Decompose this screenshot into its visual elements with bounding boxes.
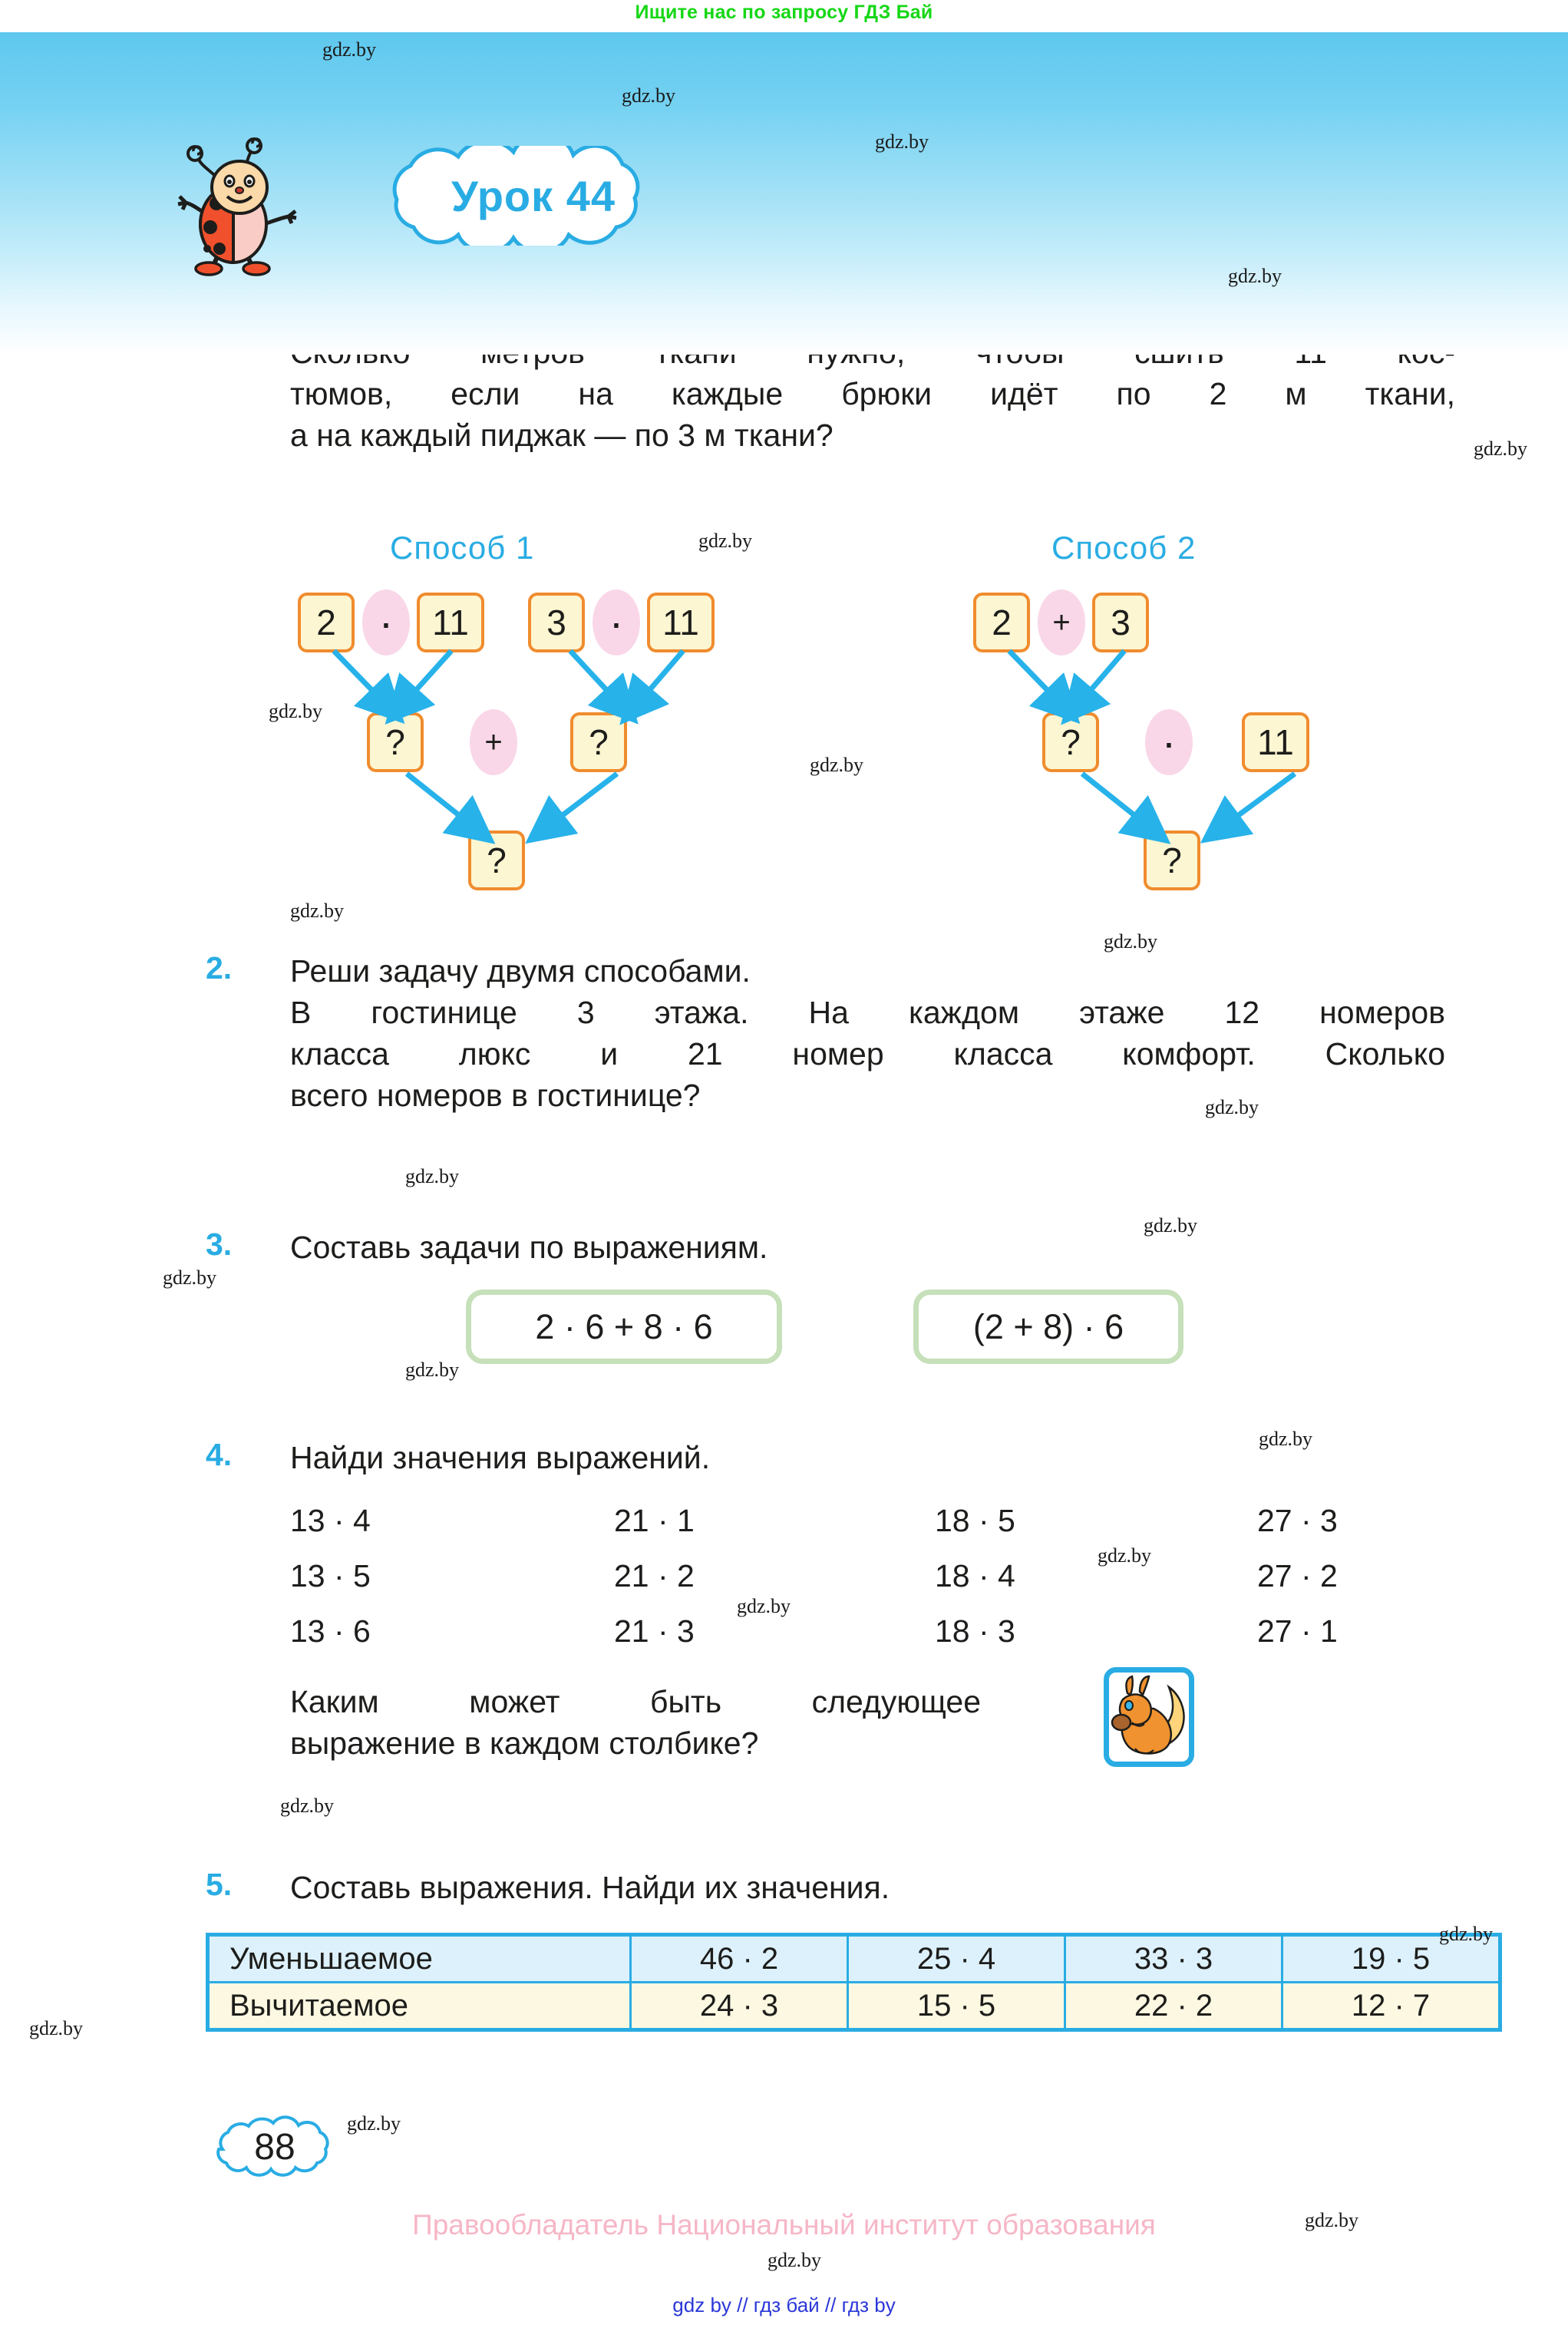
table-cell: 33 · 3	[1065, 1935, 1282, 1983]
method-1-cell-b2: 11	[647, 593, 715, 652]
task-4-expr-c1-r1: 13 · 4	[290, 1503, 371, 1538]
watermark: gdz.by	[405, 1165, 460, 1187]
task-3-expression-2: (2 + 8) · 6	[913, 1290, 1183, 1364]
task-4-number: 4.	[206, 1437, 233, 1472]
task-2-line-1: Реши задачу двумя способами.	[290, 953, 751, 989]
task-4-question-line-1: Каким может быть следующее	[290, 1684, 981, 1719]
watermark: gdz.by	[810, 754, 864, 776]
table-row	[208, 1983, 1500, 2030]
watermark: gdz.by	[767, 2249, 822, 2271]
watermark: gdz.by	[1144, 1214, 1198, 1237]
task-2-text	[290, 950, 1457, 1116]
task-4-question-line-2: выражение в каждом столбике?	[290, 1725, 759, 1762]
method-2-op-plus: +	[1038, 589, 1085, 655]
table-cell: 25 · 4	[848, 1935, 1065, 1983]
promo-bar	[0, 0, 1568, 32]
watermark: gdz.by	[737, 1595, 791, 1617]
footer-links: gdz by // гдз бай // гдз by	[672, 2293, 896, 2317]
method-2-title: Способ 2	[1051, 530, 1197, 566]
task-2-line-4: всего номеров в гостинице?	[290, 1078, 701, 1114]
method-2-cell-a: 2	[973, 593, 1030, 652]
task-1-line-3: тюмов, если на каждые брюки идёт по 2 м ткани,	[290, 376, 1455, 412]
task-5-line-1: Составь выражения. Найди их значения.	[290, 1870, 890, 1905]
table-cell: 22 · 2	[1065, 1983, 1282, 2030]
task-4-expr-c1-r2: 13 · 5	[290, 1558, 371, 1593]
lesson-title-text: Урок 44	[451, 171, 616, 220]
task-5-number: 5.	[206, 1867, 233, 1902]
page-number-cloud	[206, 2105, 344, 2189]
page-number-text: 88	[254, 2126, 295, 2168]
task-4-expr-c2-r3: 21 · 3	[614, 1613, 695, 1649]
method-2-total: ?	[1144, 831, 1200, 890]
watermark: gdz.by	[1259, 1428, 1313, 1450]
method-1-title: Способ 1	[390, 530, 535, 566]
table-row	[208, 1935, 1500, 1983]
table-cell: 12 · 7	[1282, 1983, 1500, 2030]
watermark: gdz.by	[163, 1266, 217, 1289]
watermark: gdz.by	[1439, 1923, 1494, 1945]
method-2-cell-b: 3	[1092, 593, 1149, 652]
task-4-line-1: Найди значения выражений.	[290, 1440, 711, 1475]
watermark: gdz.by	[875, 130, 929, 153]
watermark: gdz.by	[698, 530, 753, 552]
table-cell: 24 · 3	[631, 1983, 848, 2030]
task-4-expr-c4-r3: 27 · 1	[1257, 1613, 1338, 1649]
table-cell: 19 · 5	[1282, 1935, 1500, 1983]
watermark: gdz.by	[622, 84, 676, 107]
table-row-label: Уменьшаемое	[208, 1935, 631, 1983]
task-4-expr-c2-r2: 21 · 2	[614, 1558, 695, 1593]
watermark: gdz.by	[1104, 930, 1158, 953]
squirrel-icon	[1109, 1673, 1189, 1762]
task-4-expr-c3-r1: 18 · 5	[935, 1503, 1015, 1538]
method-2-result-left: ?	[1042, 712, 1099, 772]
task-3-line-1: Составь задачи по выражениям.	[290, 1230, 768, 1265]
task-2-line-3: класса люкс и 21 номер класса комфорт. Сколько	[290, 1036, 1445, 1072]
method-1-total: ?	[468, 831, 525, 890]
squirrel-illustration-box	[1104, 1667, 1194, 1767]
task-4-expr-c1-r3: 13 · 6	[290, 1613, 371, 1649]
lesson-title-cloud	[349, 146, 718, 246]
task-3-number: 3.	[206, 1227, 233, 1262]
task-4-expr-c4-r2: 27 · 2	[1257, 1558, 1338, 1593]
method-1-cell-b1: 3	[528, 593, 585, 652]
method-1-op-mult-left: ·	[362, 589, 410, 655]
watermark: gdz.by	[1305, 2209, 1359, 2231]
copyright-notice: Правообладатель Национальный институт образования	[412, 2209, 1156, 2241]
watermark: gdz.by	[1098, 1544, 1152, 1567]
task-2-line-2: В гостинице 3 этажа. На каждом этаже 12 номеров	[290, 995, 1445, 1031]
task-3-text	[290, 1227, 767, 1268]
watermark: gdz.by	[29, 2017, 84, 2039]
watermark: gdz.by	[280, 1795, 335, 1817]
task-5-text	[290, 1867, 890, 1908]
task-4-question	[290, 1681, 996, 1764]
task-4-expr-c3-r3: 18 · 3	[935, 1613, 1015, 1649]
method-1-op-mult-right: ·	[593, 589, 640, 655]
method-2-op-mult: ·	[1145, 709, 1193, 775]
watermark: gdz.by	[1474, 438, 1528, 460]
watermark: gdz.by	[269, 700, 323, 722]
method-1-arrows	[276, 583, 767, 890]
method-2-arrows	[952, 583, 1458, 890]
task-1-line-4: а на каждый пиджак — по 3 м ткани?	[290, 418, 834, 454]
method-1-cell-a2: 11	[417, 593, 484, 652]
method-1-cell-a1: 2	[298, 593, 355, 652]
table-cell: 15 · 5	[848, 1983, 1065, 2030]
task-4-text	[290, 1437, 710, 1478]
task-4-expr-c4-r1: 27 · 3	[1257, 1503, 1338, 1538]
task-4-expr-c2-r1: 21 · 1	[614, 1503, 695, 1538]
table-cell: 46 · 2	[631, 1935, 848, 1983]
task-2-number: 2.	[206, 950, 233, 986]
task-5-table	[206, 1933, 1502, 2032]
watermark: gdz.by	[1228, 265, 1282, 287]
promo-text: Ищите нас по запросу ГДЗ Бай	[635, 2, 933, 23]
table-row-label: Вычитаемое	[208, 1983, 631, 2030]
watermark: gdz.by	[347, 2112, 401, 2135]
watermark: gdz.by	[1205, 1096, 1259, 1118]
watermark: gdz.by	[290, 900, 345, 922]
task-4-expr-c3-r2: 18 · 4	[935, 1558, 1015, 1593]
method-1-result-left: ?	[367, 712, 424, 772]
ladybug-mascot-icon	[175, 132, 305, 282]
method-1-result-right: ?	[570, 712, 627, 772]
watermark: gdz.by	[405, 1359, 460, 1381]
watermark: gdz.by	[322, 38, 377, 61]
method-2-cell-11: 11	[1242, 712, 1309, 772]
task-3-expression-1: 2 · 6 + 8 · 6	[466, 1290, 782, 1364]
method-1-op-plus: +	[470, 709, 517, 775]
